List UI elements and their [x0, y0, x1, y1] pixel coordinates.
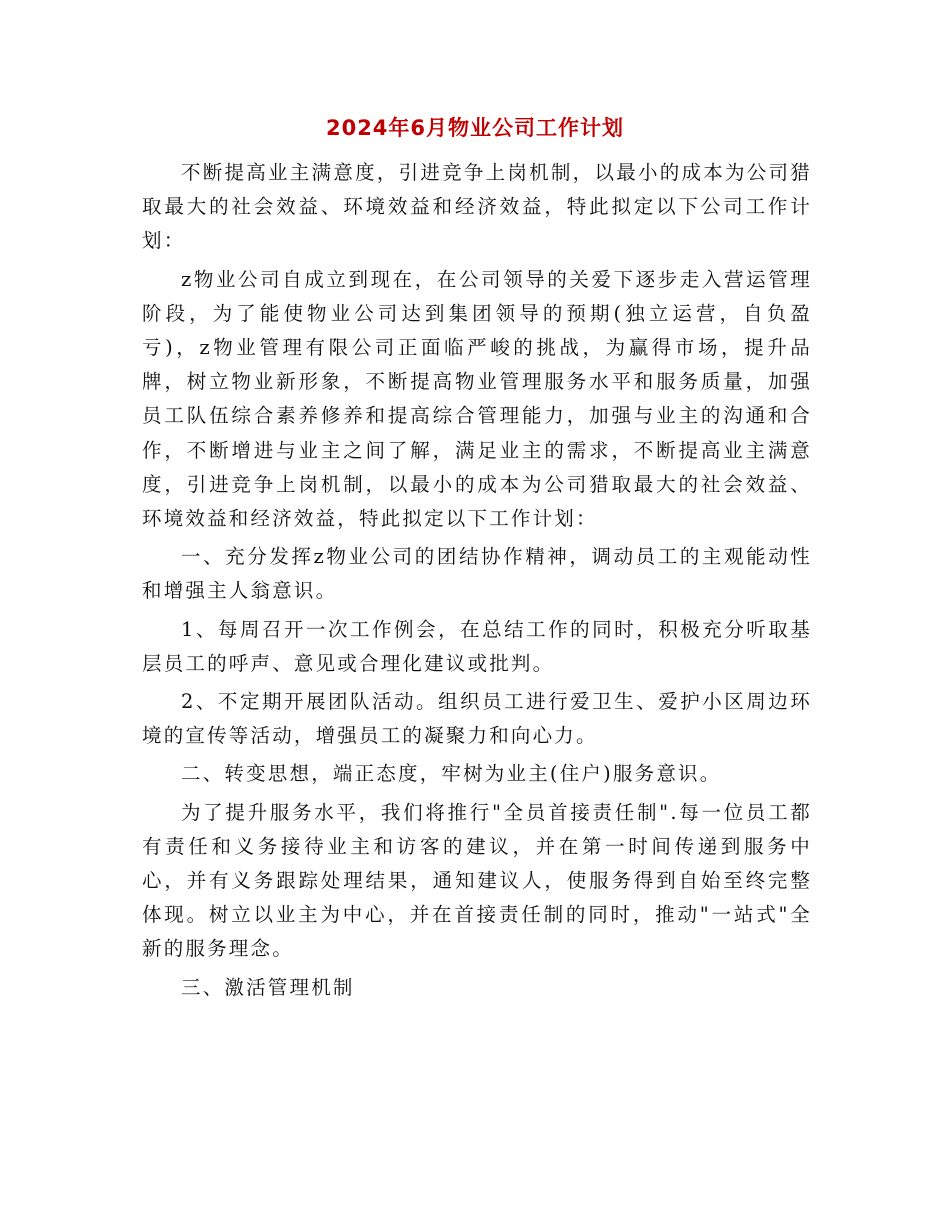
paragraph-intro: 不断提高业主满意度，引进竞争上岗机制，以最小的成本为公司猎取最大的社会效益、环境效益和经济效益，特此拟定以下公司工作计划：	[142, 161, 812, 253]
paragraph-background: z物业公司自成立到现在，在公司领导的关爱下逐步走入营运管理阶段，为了能使物业公司达到集团领导的预期(独立运营，自负盈亏)，z物业管理有限公司正面临严峻的挑战，为赢得市场，提升品牌，树立物业新形象，不断提高物业管理服务水平和服务质量，加强员工队伍综合素养修养和提高综合管理能力，加强与业主的沟通和合作，不断增进与业主之间了解，满足业主的需求，不断提高业主满意度，引进竞争上岗机制，以最小的成本为公司猎取最大的社会效益、环境效益和经济效益，特此拟定以下工作计划：	[142, 267, 812, 531]
document-body	[142, 156, 812, 1009]
section-heading-1: 一、充分发挥z物业公司的团结协作精神，调动员工的主观能动性和增强主人翁意识。	[142, 545, 812, 603]
section-heading-3: 三、激活管理机制	[181, 975, 355, 999]
section-heading-2: 二、转变思想，端正态度，牢树为业主(住户)服务意识。	[181, 762, 722, 786]
paragraph-item-1: 1、每周召开一次工作例会，在总结工作的同时，积极充分听取基层员工的呼声、意见或合理化建议或批判。	[142, 617, 812, 675]
paragraph-service: 为了提升服务水平，我们将推行"全员首接责任制".每一位员工都有责任和义务接待业主和访客的建议，并在第一时间传递到服务中心，并有义务跟踪处理结果，通知建议人，使服务得到自始至终完整体现。树立以业主为中心，并在首接责任制的同时，推动"一站式"全新的服务理念。	[142, 800, 812, 961]
document-title: 2024年6月物业公司工作计划	[325, 116, 625, 140]
paragraph-item-2: 2、不定期开展团队活动。组织员工进行爱卫生、爱护小区周边环境的宣传等活动，增强员工的凝聚力和向心力。	[142, 690, 812, 748]
